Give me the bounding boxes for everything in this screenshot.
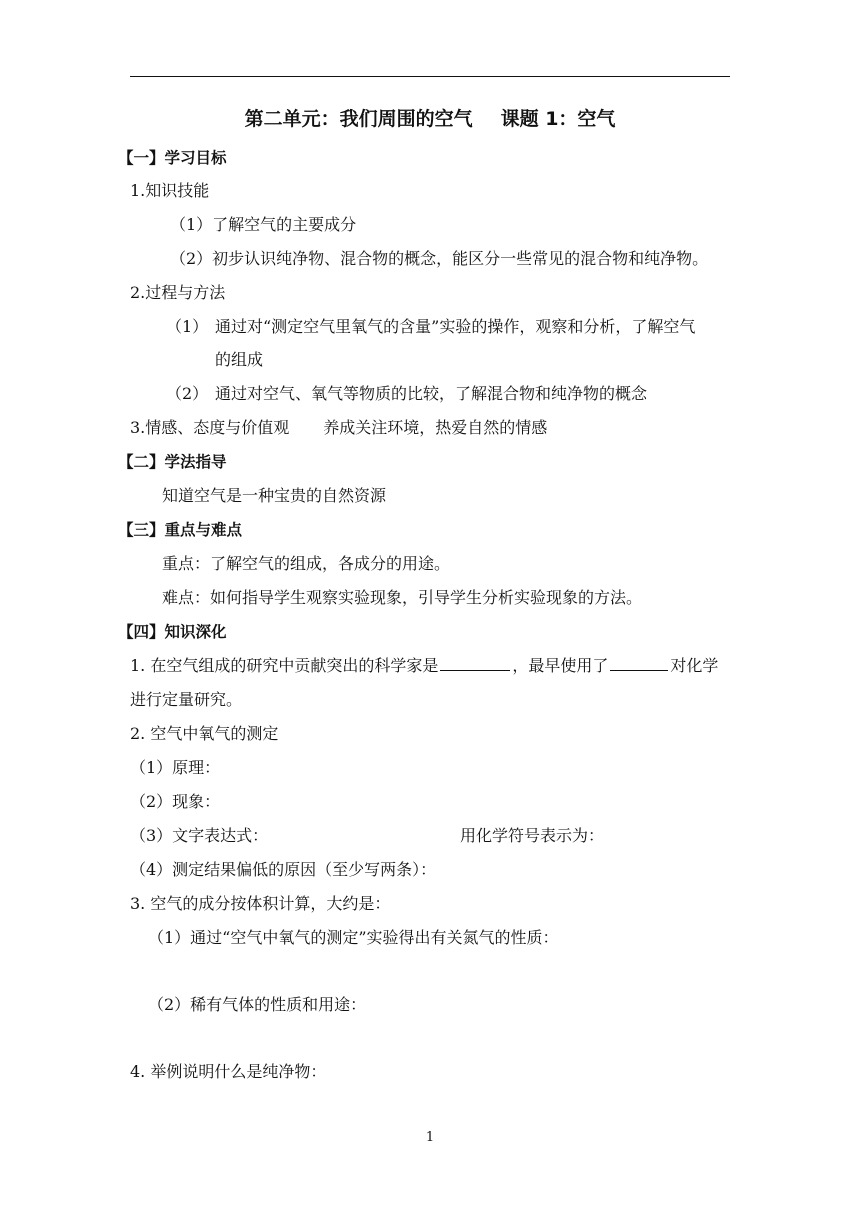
- difficult-point-text: 难点：如何指导学生观察实验现象，引导学生分析实验现象的方法。: [162, 588, 643, 607]
- question-2-symbol-equation: 用化学符号表示为：: [460, 826, 605, 845]
- process-item-1-number: （1）: [166, 317, 209, 336]
- question-2-low-result-reasons: （4）测定结果偏低的原因（至少写两条）：: [130, 860, 437, 879]
- title-unit: 第二单元：我们周围的空气: [244, 108, 473, 130]
- knowledge-item-2: （2）初步认识纯净物、混合物的概念，能区分一些常见的混合物和纯净物。: [170, 249, 709, 268]
- process-item-2-number: （2）: [166, 384, 209, 403]
- question-1-continuation: 进行定量研究。: [130, 690, 243, 709]
- question-2-phenomenon: （2）现象：: [130, 792, 221, 811]
- question-3-nitrogen-properties: （1）通过“空气中氧气的测定”实验得出有关氮气的性质：: [148, 928, 559, 947]
- page-title: [0, 104, 860, 131]
- key-point-text: 重点：了解空气的组成，各成分的用途。: [162, 554, 451, 573]
- process-item-1-continuation: 的组成: [215, 350, 264, 369]
- knowledge-item-1: （1）了解空气的主要成分: [170, 215, 357, 234]
- process-item-2-text: 通过对空气、氧气等物质的比较，了解混合物和纯净物的概念: [215, 384, 648, 403]
- section-heading-method: 【二】学法指导: [118, 453, 227, 471]
- question-4-text: 4. 举例说明什么是纯净物：: [130, 1062, 327, 1081]
- question-1-text-b: ，最早使用了: [512, 656, 609, 675]
- section-heading-deepening: 【四】知识深化: [118, 623, 227, 641]
- process-item-1-text: 通过对“测定空气里氧气的含量”实验的操作，观察和分析，了解空气: [215, 317, 696, 336]
- header-rule: [130, 76, 730, 77]
- page-number: 1: [425, 1130, 435, 1145]
- emotion-values-line: [130, 418, 547, 438]
- question-2-text: 2. 空气中氧气的测定: [130, 724, 279, 743]
- question-2-word-equation: （3）文字表达式：: [130, 826, 269, 845]
- question-1-line: [130, 656, 718, 676]
- question-1-text-a: 1. 在空气组成的研究中贡献突出的科学家是: [130, 656, 439, 675]
- emotion-values-title: 3.情感、态度与价值观: [130, 418, 290, 437]
- knowledge-skills-title: 1.知识技能: [130, 181, 210, 200]
- emotion-values-text: 养成关注环境，热爱自然的情感: [323, 418, 548, 437]
- question-2-principle: （1）原理：: [130, 758, 221, 777]
- question-3-noble-gases: （2）稀有气体的性质和用途：: [148, 995, 367, 1014]
- method-text: 知道空气是一种宝贵的自然资源: [162, 486, 387, 505]
- section-heading-objectives: 【一】学习目标: [118, 149, 227, 167]
- section-heading-key-points: 【三】重点与难点: [118, 521, 243, 539]
- title-lesson: 课题 1：空气: [500, 108, 616, 130]
- answer-blank-scientist[interactable]: [440, 656, 510, 671]
- answer-blank-instrument[interactable]: [610, 656, 668, 671]
- question-1-text-c: 对化学: [670, 656, 719, 675]
- process-method-title: 2.过程与方法: [130, 283, 226, 302]
- question-3-text: 3. 空气的成分按体积计算，大约是：: [130, 894, 391, 913]
